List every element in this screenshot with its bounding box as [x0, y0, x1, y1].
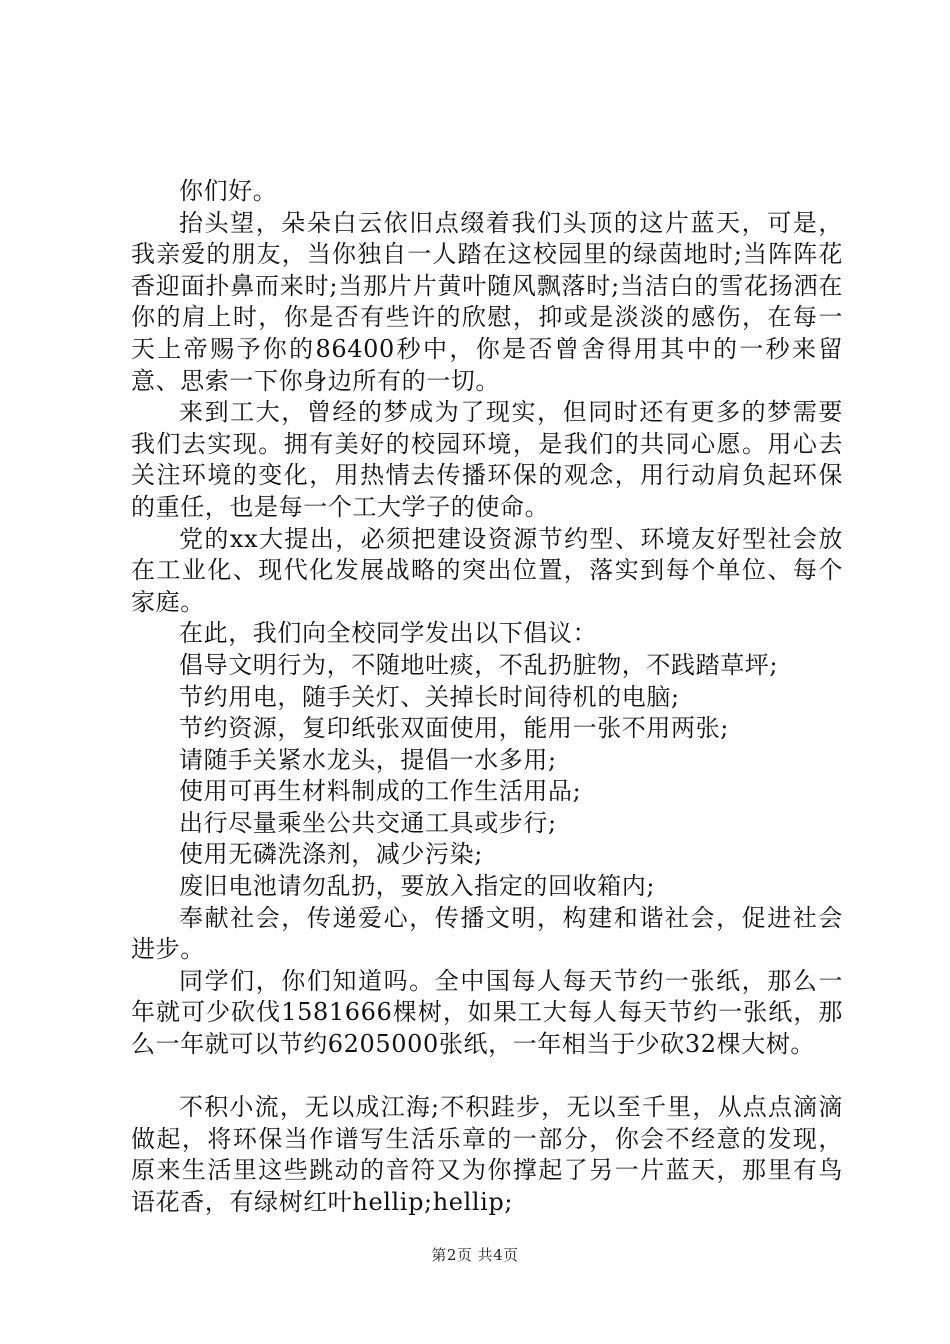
blank-line	[131, 1061, 843, 1093]
paragraph-greeting: 你们好。	[179, 177, 278, 205]
initiative-item: 废旧电池请勿乱扔，要放入指定的回收箱内;	[179, 872, 656, 901]
paragraph-closing: 不积小流，无以成江海;不积跬步，无以至千里，从点点滴滴做起，将环保当作谱写生活乐章的一部分，你会不经意的发现，原来生活里这些跳动的音符又为你撑起了另一片蓝天，那里有鸟语花香，有绿树红叶hellip;hellip;	[131, 1093, 843, 1216]
page-footer: 第2页 共4页	[431, 1246, 519, 1264]
initiative-item: 倡导文明行为，不随地吐痰，不乱扔脏物，不践踏草坪;	[179, 650, 779, 679]
initiative-item: 出行尽量乘坐公共交通工具或步行;	[179, 808, 557, 837]
paragraph-look-up: 抬头望，朵朵白云依旧点缀着我们头顶的这片蓝天，可是，我亲爱的朋友，当你独自一人踏在这校园里的绿茵地时;当阵阵花香迎面扑鼻而来时;当那片片黄叶随风飘落时;当洁白的雪花扬洒在你的肩上时，你是否有些许的欣慰，抑或是淡淡的感伤，在每一天上帝赐予你的86400秒中，你是否曾舍得用其中的一秒来留意、思索一下你身边所有的一切。	[131, 208, 843, 395]
initiative-item: 节约资源，复印纸张双面使用，能用一张不用两张;	[179, 714, 729, 743]
initiative-item: 请随手关紧水龙头，提倡一水多用;	[179, 745, 557, 774]
initiative-item: 奉献社会，传递爱心，传播文明，构建和谐社会，促进社会进步。	[131, 903, 843, 964]
paragraph-party-congress: 党的xx大提出，必须把建设资源节约型、环境友好型社会放在工业化、现代化发展战略的突出位置，落实到每个单位、每个家庭。	[131, 524, 843, 616]
document-body	[131, 176, 843, 1219]
initiative-item: 使用可再生材料制成的工作生活用品;	[179, 777, 582, 806]
initiative-item: 使用无磷洗涤剂，减少污染;	[179, 840, 483, 869]
paragraph-arrive-campus: 来到工大，曾经的梦成为了现实，但同时还有更多的梦需要我们去实现。拥有美好的校园环境，是我们的共同心愿。用心去关注环境的变化，用热情去传播环保的观念，用行动肩负起环保的重任，也是每一个工大学子的使命。	[131, 398, 843, 521]
paragraph-initiative-intro: 在此，我们向全校同学发出以下倡议：	[179, 619, 598, 648]
paragraph-paper-saving: 同学们，你们知道吗。全中国每人每天节约一张纸，那么一年就可少砍伐1581666棵树，如果工大每人每天节约一张纸，那么一年就可以节约6205000张纸，一年相当于少砍32棵大树。	[131, 966, 843, 1059]
initiative-item: 节约用电，随手关灯、关掉长时间待机的电脑;	[179, 682, 680, 711]
